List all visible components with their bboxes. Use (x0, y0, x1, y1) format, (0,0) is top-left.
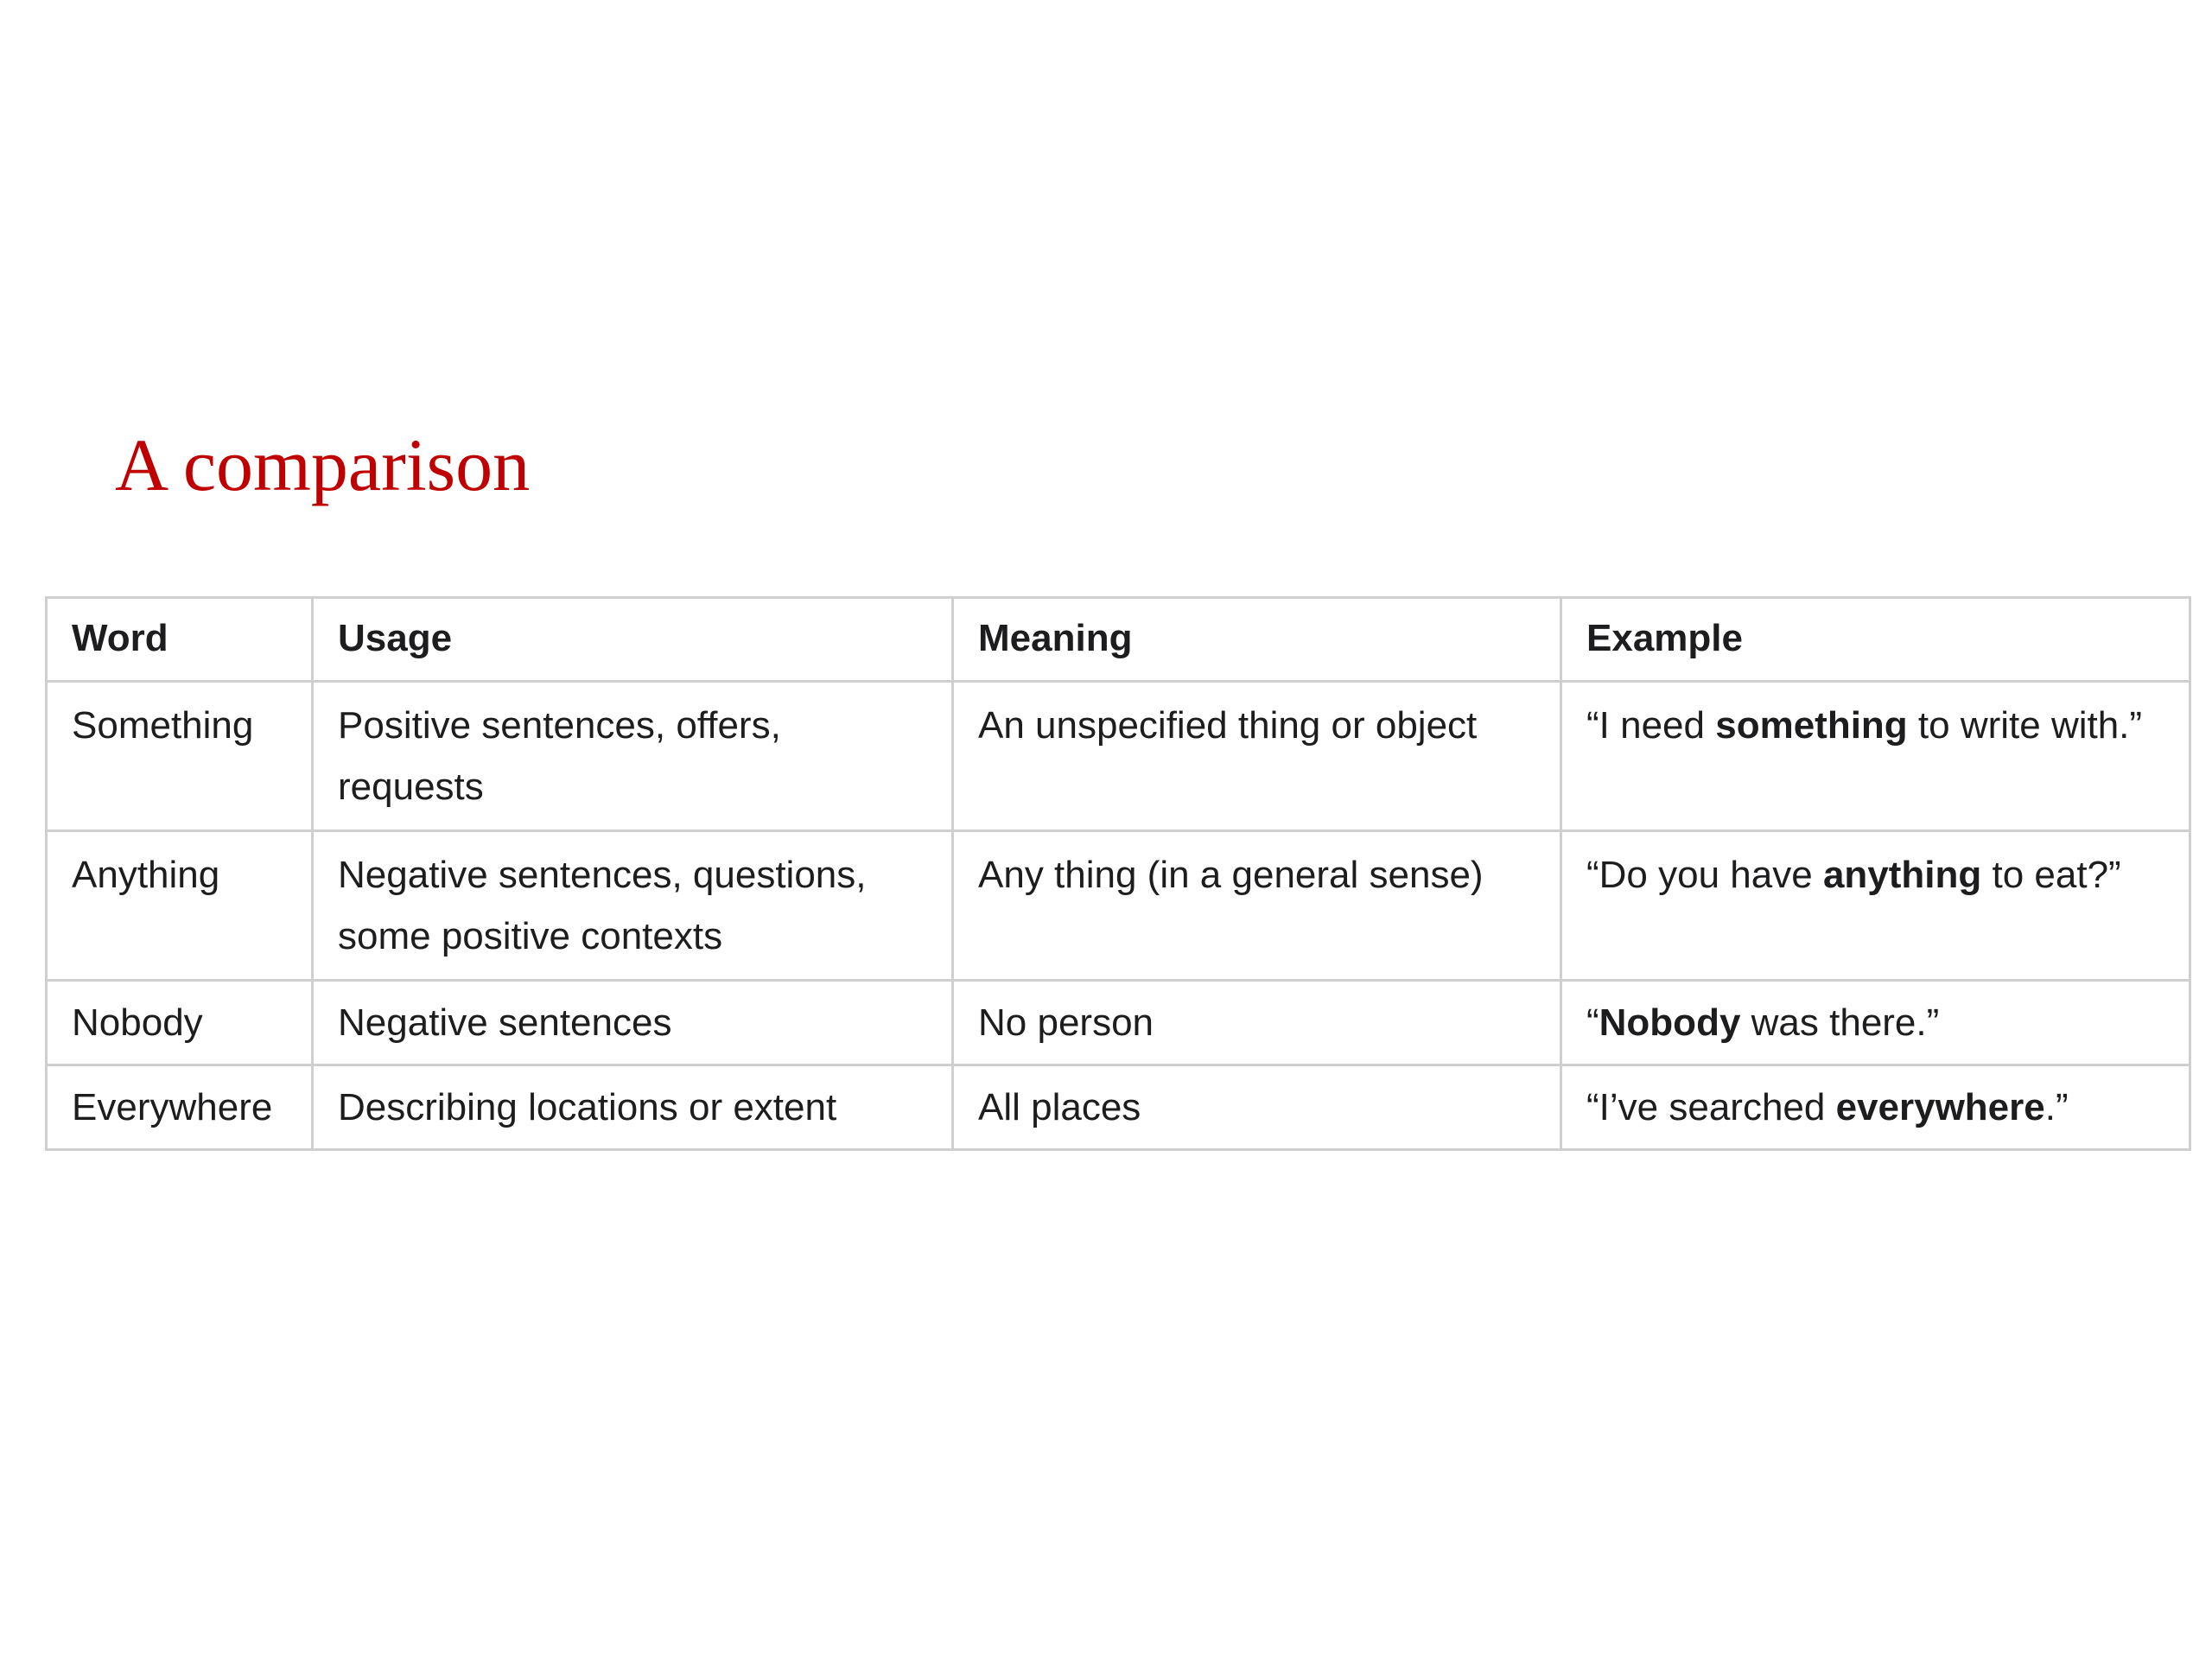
cell-meaning: All places (953, 1065, 1561, 1150)
header-usage: Usage (313, 598, 953, 682)
example-keyword: everywhere (1835, 1086, 2045, 1128)
example-keyword: something (1715, 704, 1908, 747)
cell-word: Nobody (47, 981, 313, 1065)
example-text: “I’ve searched (1586, 1086, 1836, 1128)
example-text: “I need (1586, 704, 1716, 747)
header-example: Example (1561, 598, 2190, 682)
cell-usage: Describing locations or extent (313, 1065, 953, 1150)
example-text: .” (2044, 1086, 2069, 1128)
cell-meaning: Any thing (in a general sense) (953, 831, 1561, 981)
header-meaning: Meaning (953, 598, 1561, 682)
cell-meaning: No person (953, 981, 1561, 1065)
table-header-row (47, 598, 2190, 682)
cell-usage: Negative sentences, questions, some positive contexts (313, 831, 953, 981)
cell-meaning: An unspecified thing or object (953, 682, 1561, 831)
table-row (47, 682, 2190, 831)
example-text: “ (1586, 1001, 1599, 1044)
header-word: Word (47, 598, 313, 682)
example-keyword: anything (1822, 854, 1982, 896)
cell-word: Everywhere (47, 1065, 313, 1150)
example-text: to write with.” (1907, 704, 2143, 747)
comparison-table-container (45, 596, 2189, 1151)
slide-title: A comparison (115, 423, 531, 506)
cell-example (1561, 682, 2190, 831)
comparison-table (45, 596, 2191, 1151)
table-row (47, 831, 2190, 981)
cell-usage: Negative sentences (313, 981, 953, 1065)
cell-example (1561, 1065, 2190, 1150)
example-keyword: Nobody (1599, 1001, 1741, 1044)
example-text: was there.” (1740, 1001, 1940, 1044)
example-text: “Do you have (1586, 854, 1823, 896)
cell-example (1561, 981, 2190, 1065)
cell-word: Anything (47, 831, 313, 981)
cell-usage: Positive sentences, offers, requests (313, 682, 953, 831)
table-row (47, 981, 2190, 1065)
cell-word: Something (47, 682, 313, 831)
table-row (47, 1065, 2190, 1150)
example-text: to eat?” (1981, 854, 2121, 896)
cell-example (1561, 831, 2190, 981)
